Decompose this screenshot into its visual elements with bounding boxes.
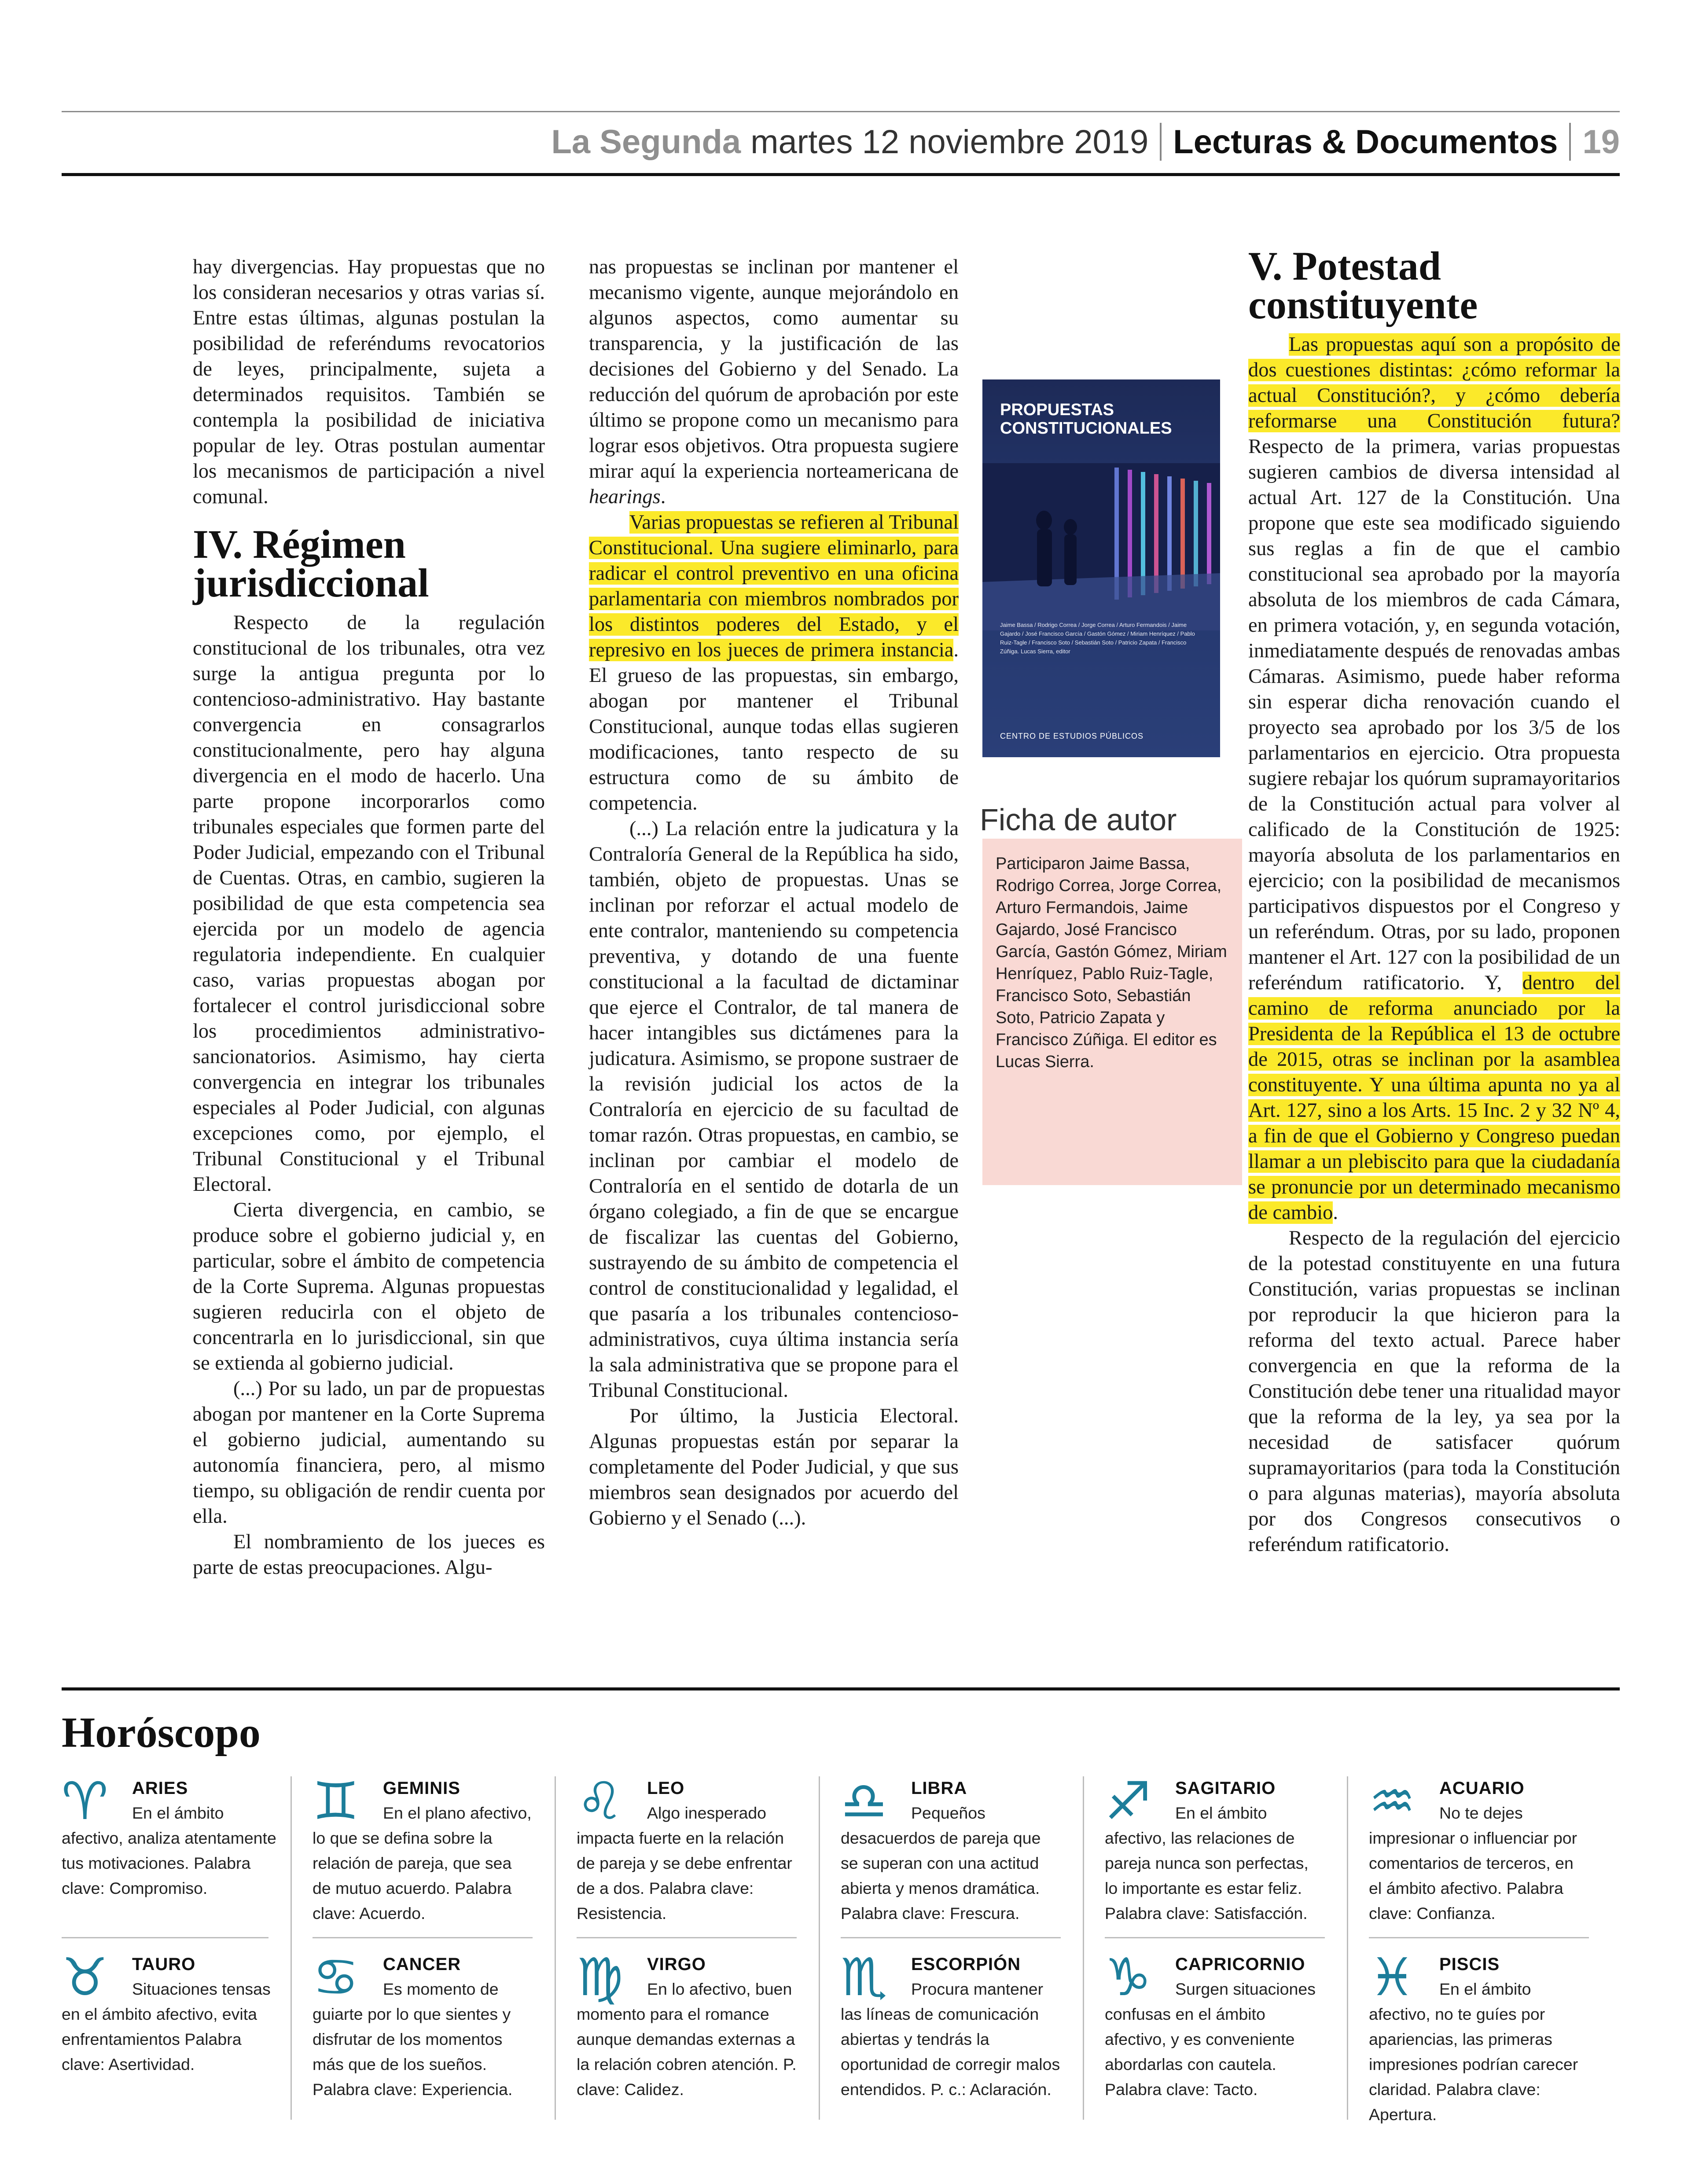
sign-name: SAGITARIO: [1175, 1779, 1276, 1798]
text-run: .: [1333, 1201, 1338, 1224]
author-card-title: Ficha de autor: [980, 803, 1177, 837]
leo-icon: ♌: [577, 1771, 623, 1831]
row-divider: [62, 1937, 268, 1938]
column-divider: [1347, 1776, 1348, 2120]
paragraph: (...) La relación entre la judicatura y la Contraloría General de la República ha sido, también, objeto de propuestas. Unas se inclinan por reforzar el actual modelo de ente contralor, manteniendo su competencia preventiva, y dotando de una fuente constitucional a la facultad de dictaminar que ejerce el Contralor, de tal manera de hacer intangibles sus dictámenes para la judicatura. Asimismo, se propone sustraer de la revisión judicial los actos de la Contraloría en ejercicio de su facultad de tomar razón. Otras propuestas, en cambio, se inclinan por cambiar el modelo de Contraloría en el sentido de dotarla de un órgano colegiado, a fin de que se encargue de fiscalizar las cuentas del Gobierno, sustrayendo de su ámbito de competencia el control de constitucionalidad y legalidad, el que pasaría a los tribunales contencioso-administrativos, cuya última instancia sería la sala administrativa que se propone para el Tribunal Constitucional.: [589, 818, 959, 1402]
paragraph: [589, 510, 959, 816]
sign-text: Situaciones tensas en el ámbito afectivo, evita enfrentamientos Palabra clave: Asertividad.: [62, 1980, 271, 2074]
article-column-2: [589, 254, 959, 1531]
issue-date: martes 12 noviembre 2019: [750, 123, 1149, 161]
sign-text: En el ámbito afectivo, no te guíes por apariencias, las primeras impresiones podrían carecer claridad. Palabra clave: Apertura.: [1369, 1980, 1578, 2124]
masthead-divider: [1569, 123, 1571, 161]
row-divider: [841, 1937, 1061, 1938]
sign-text: En lo afectivo, buen momento para el romance aunque demandas externas a la relación cobren atención. P. clave: Calidez.: [577, 1980, 797, 2099]
row-divider: [1369, 1937, 1589, 1938]
book-authors: Jaime Bassa / Rodrigo Correa / Jorge Correa / Arturo Fermandois / Jaime Gajardo / José Francisco García / Gastón Gómez / Miriam Henríquez / Pablo Ruiz-Tagle / Francisco Soto / Sebastián Soto / Patricio Zapata / Francisco Zúñiga. Lucas Sierra, editor: [1000, 622, 1195, 655]
section-heading: V. Potestad constituyente: [1248, 243, 1478, 327]
highlighted-text: Varias propuestas se refieren al Tribunal Constitucional. Una sugiere eliminarlo, para radicar el control preventivo en una oficina parlamentaria con miembros nombrados por los distintos poderes del Estado, y el represivo en los jueces de primera instancia: [589, 511, 959, 661]
sign-name: LIBRA: [911, 1779, 967, 1798]
row-divider: [577, 1937, 797, 1938]
paragraph: [1248, 332, 1620, 1226]
aquarius-icon: ♒: [1369, 1771, 1416, 1831]
taurus-icon: ♉: [62, 1947, 108, 2007]
text-run: .: [660, 486, 666, 508]
sign-text: Surgen situaciones confusas en el ámbito afectivo, y es conveniente abordarlas con cautela. Palabra clave: Tacto.: [1105, 1980, 1316, 2099]
sign-name: ESCORPIÓN: [911, 1955, 1021, 1974]
sign-name: TAURO: [132, 1955, 196, 1974]
paragraph: hay divergencias. Hay propuestas que no los consideran necesarios y otras varias sí. Entre estas últimas, algunas postulan la posibilidad de referéndums revocatorios de leyes, principalmente, sujeta a determinados requisitos. También se contempla la posibilidad de iniciativa popular de ley. Otras postulan aumentar los mecanismos de participación a nivel comunal.: [193, 256, 545, 508]
emphasis: hearings: [589, 486, 661, 508]
sign-text: En el plano afectivo, lo que se defina sobre la relación de pareja, que sea de mutuo acuerdo. Palabra clave: Acuerdo.: [313, 1804, 532, 1923]
paragraph: [589, 254, 959, 510]
article-column-1: [193, 254, 545, 1580]
pisces-icon: ♓: [1369, 1947, 1416, 2007]
row-divider: [1105, 1937, 1325, 1938]
sign-name: CAPRICORNIO: [1175, 1955, 1305, 1974]
paragraph: Por último, la Justicia Electoral. Algunas propuestas están por separar la completamente del Poder Judicial, y que sus miembros sean designados por acuerdo del Gobierno y el Senado (...).: [589, 1405, 959, 1529]
header-top-rule: [62, 111, 1620, 112]
sign-text: Algo inesperado impacta fuerte en la relación de pareja y se debe enfrentar de a dos. Palabra clave: Resistencia.: [577, 1804, 792, 1923]
author-card: [982, 839, 1242, 1185]
sign-name: LEO: [647, 1779, 685, 1798]
paragraph: Respecto de la regulación del ejercicio de la potestad constituyente en una futura Constitución, varias propuestas se inclinan por reproducir la que hicieron para la reforma del texto actual. Parece haber convergencia en que la reforma de la Constitución debe tener una ritualidad mayor que la reforma de la ley, ya sea por la necesidad de satisfacer quórum supramayoritarios (para toda la Constitución o para algunas materias), mayoría absoluta por dos Congresos consecutivos o referéndum ratificatorio.: [1248, 1227, 1620, 1556]
column-divider: [290, 1776, 292, 2120]
text-run: Respecto de la primera, varias propuestas sugieren cambios de diversa intensidad al actual Art. 127 de la Constitución. Una propone que este sea modificado siguiendo sus reglas a fin de que el cambio constitucional sea aprobado por la mayoría absoluta de los miembros de cada Cámara, en primera votación, y, en segunda votación, inmediatamente después de renovadas ambas Cámaras. Asimismo, puede haber reforma sin esperar dicha renovación cuando el proyecto sea aprobado por los 3/5 de los parlamentarios en ejercicio. Otra propuesta sugiere rebajar los quórum supramayoritarios de la Constitución actual para volver al calificado de la Constitución de 1925: mayoría absoluta de los parlamentarios en ejercicio; con la posibilidad de mecanismos participativos dispuestos por el Congreso y un referéndum. Otras, por su lado, proponen mantener el Art. 127 con la posibilidad de un referéndum ratificatorio. Y,: [1248, 435, 1620, 994]
scorpio-icon: ♏: [841, 1947, 887, 2007]
book-title: PROPUESTAS CONSTITUCIONALES: [1000, 401, 1172, 438]
publication-name: La Segunda: [551, 123, 741, 161]
cancer-icon: ♋: [313, 1947, 359, 2007]
highlighted-text: dentro del camino de reforma anunciado por la Presidenta de la República el 13 de octubre de 2015, otras se inclinan por la asamblea constituyente. Y una última apunta no ya al Art. 127, sino a los Arts. 15 Inc. 2 y 32 Nº 4, a fin de que el Gobierno y Congreso puedan llamar a un plebiscito para que la ciudadanía se pronuncie por un determinado mecanismo de cambio: [1248, 972, 1620, 1224]
book-publisher: CENTRO DE ESTUDIOS PÚBLICOS: [1000, 732, 1144, 740]
paragraph: Cierta divergencia, en cambio, se produce sobre el gobierno judicial y, en particular, sobre el ámbito de competencia de la Corte Suprema. Algunas propuestas sugieren reducirla con el objeto de concentrarla en lo jurisdiccional, sin que se extienda al gobierno judicial.: [193, 1199, 545, 1374]
column-divider: [819, 1776, 820, 2120]
section-heading: IV. Régimen jurisdiccional: [193, 522, 429, 605]
sign-name: ARIES: [132, 1779, 188, 1798]
column-divider: [555, 1776, 556, 2120]
header-bottom-rule: [62, 173, 1620, 176]
paragraph: Respecto de la regulación constitucional de los tribunales, otra vez surge la antigua pregunta por lo contencioso-administrativo. Hay bastante convergencia en consagrarlos constitucionalmente, pero hay alguna divergencia en el modo de hacerlo. Una parte propone incorporarlos como tribunales especiales que formen parte del Poder Judicial, empezando con el Tribunal de Cuentas. Otras, en cambio, sugieren la posibilidad de que esta competencia sea ejercida por un modelo de agencia regulatoria independiente. En cualquier caso, varias propuestas abogan por fortalecer el control jurisdiccional sobre los procedimientos administrativo-sancionatorios. Asimismo, hay cierta convergencia en integrar los tribunales especiales al Poder Judicial, con algunas excepciones como, por ejemplo, el Tribunal Constitucional y el Tribunal Electoral.: [193, 611, 545, 1196]
horoscope-title: Horóscopo: [62, 1709, 261, 1757]
sign-name: GEMINIS: [383, 1779, 460, 1798]
masthead: [551, 115, 1620, 168]
highlighted-text: Las propuestas aquí son a propósito de dos cuestiones distintas: ¿cómo reformar la actual Constitución?, y ¿cómo debería reformarse una Constitución futura?: [1248, 333, 1620, 432]
section-name: Lecturas & Documentos: [1173, 123, 1558, 161]
row-divider: [313, 1937, 533, 1938]
sign-text: No te dejes impresionar o influenciar por comentarios de terceros, en el ámbito afectivo. Palabra clave: Confianza.: [1369, 1804, 1577, 1923]
sign-name: VIRGO: [647, 1955, 706, 1974]
text-run: . El grueso de las propuestas, sin embargo, abogan por mantener el Tribunal Constitucional, aunque todas ellas sugieren modificaciones, tanto respecto de su estructura como de su ámbito de competencia.: [589, 639, 959, 814]
sign-text: Es momento de guiarte por lo que sientes y disfrutar de los momentos más que de los sueños. Palabra clave: Experiencia.: [313, 1980, 513, 2099]
sign-text: Procura mantener las líneas de comunicación abiertas y tendrás la oportunidad de corregir malos entendidos. P. c.: Aclaración.: [841, 1980, 1060, 2099]
masthead-divider: [1160, 123, 1162, 161]
paragraph: El nombramiento de los jueces es parte de estas preocupaciones. Algu-: [193, 1531, 545, 1579]
capricorn-icon: ♑: [1105, 1947, 1151, 2007]
page-number: 19: [1582, 123, 1620, 161]
book-cover: [982, 379, 1220, 757]
horoscope-rule: [62, 1687, 1620, 1690]
sign-text: Pequeños desacuerdos de pareja que se superan con una actitud abierta y menos dramática. Palabra clave: Frescura.: [841, 1804, 1041, 1923]
article-column-3: [1248, 243, 1620, 1558]
author-card-text: Participaron Jaime Bassa, Rodrigo Correa, Jorge Correa, Arturo Fermandois, Jaime Gajardo, José Francisco García, Gastón Gómez, Miriam Henríquez, Pablo Ruiz-Tagle, Francisco Soto, Sebastián Soto, Patricio Zapata y Francisco Zúñiga. El editor es Lucas Sierra.: [996, 854, 1227, 1071]
virgo-icon: ♍: [577, 1947, 623, 2007]
sign-text: En el ámbito afectivo, las relaciones de pareja nunca son perfectas, lo importante es estar feliz. Palabra clave: Satisfacción.: [1105, 1804, 1309, 1923]
libra-icon: ♎: [841, 1771, 887, 1831]
sign-text: En el ámbito afectivo, analiza atentamente tus motivaciones. Palabra clave: Compromiso.: [62, 1804, 276, 1897]
aries-icon: ♈: [62, 1771, 108, 1831]
gemini-icon: ♊: [313, 1771, 359, 1831]
sign-name: CANCER: [383, 1955, 461, 1974]
sign-name: ACUARIO: [1439, 1779, 1525, 1798]
column-divider: [1083, 1776, 1084, 2120]
sign-name: PISCIS: [1439, 1955, 1500, 1974]
paragraph: (...) Por su lado, un par de propuestas abogan por mantener en la Corte Suprema el gobierno judicial, aumentando su autonomía financiera, pero, al mismo tiempo, su obligación de rendir cuenta por ella.: [193, 1377, 545, 1528]
sagittarius-icon: ♐: [1105, 1771, 1151, 1831]
text-run: nas propuestas se inclinan por mantener el mecanismo vigente, aunque mejorándolo en algunos aspectos, como aumentar su transparencia, y la justificación de las decisiones del Gobierno y del Senado. La reducción del quórum de aprobación por este último se propone como un mecanismo para lograr esos objetivos. Otra propuesta sugiere mirar aquí la experiencia norteamericana de: [589, 256, 959, 482]
